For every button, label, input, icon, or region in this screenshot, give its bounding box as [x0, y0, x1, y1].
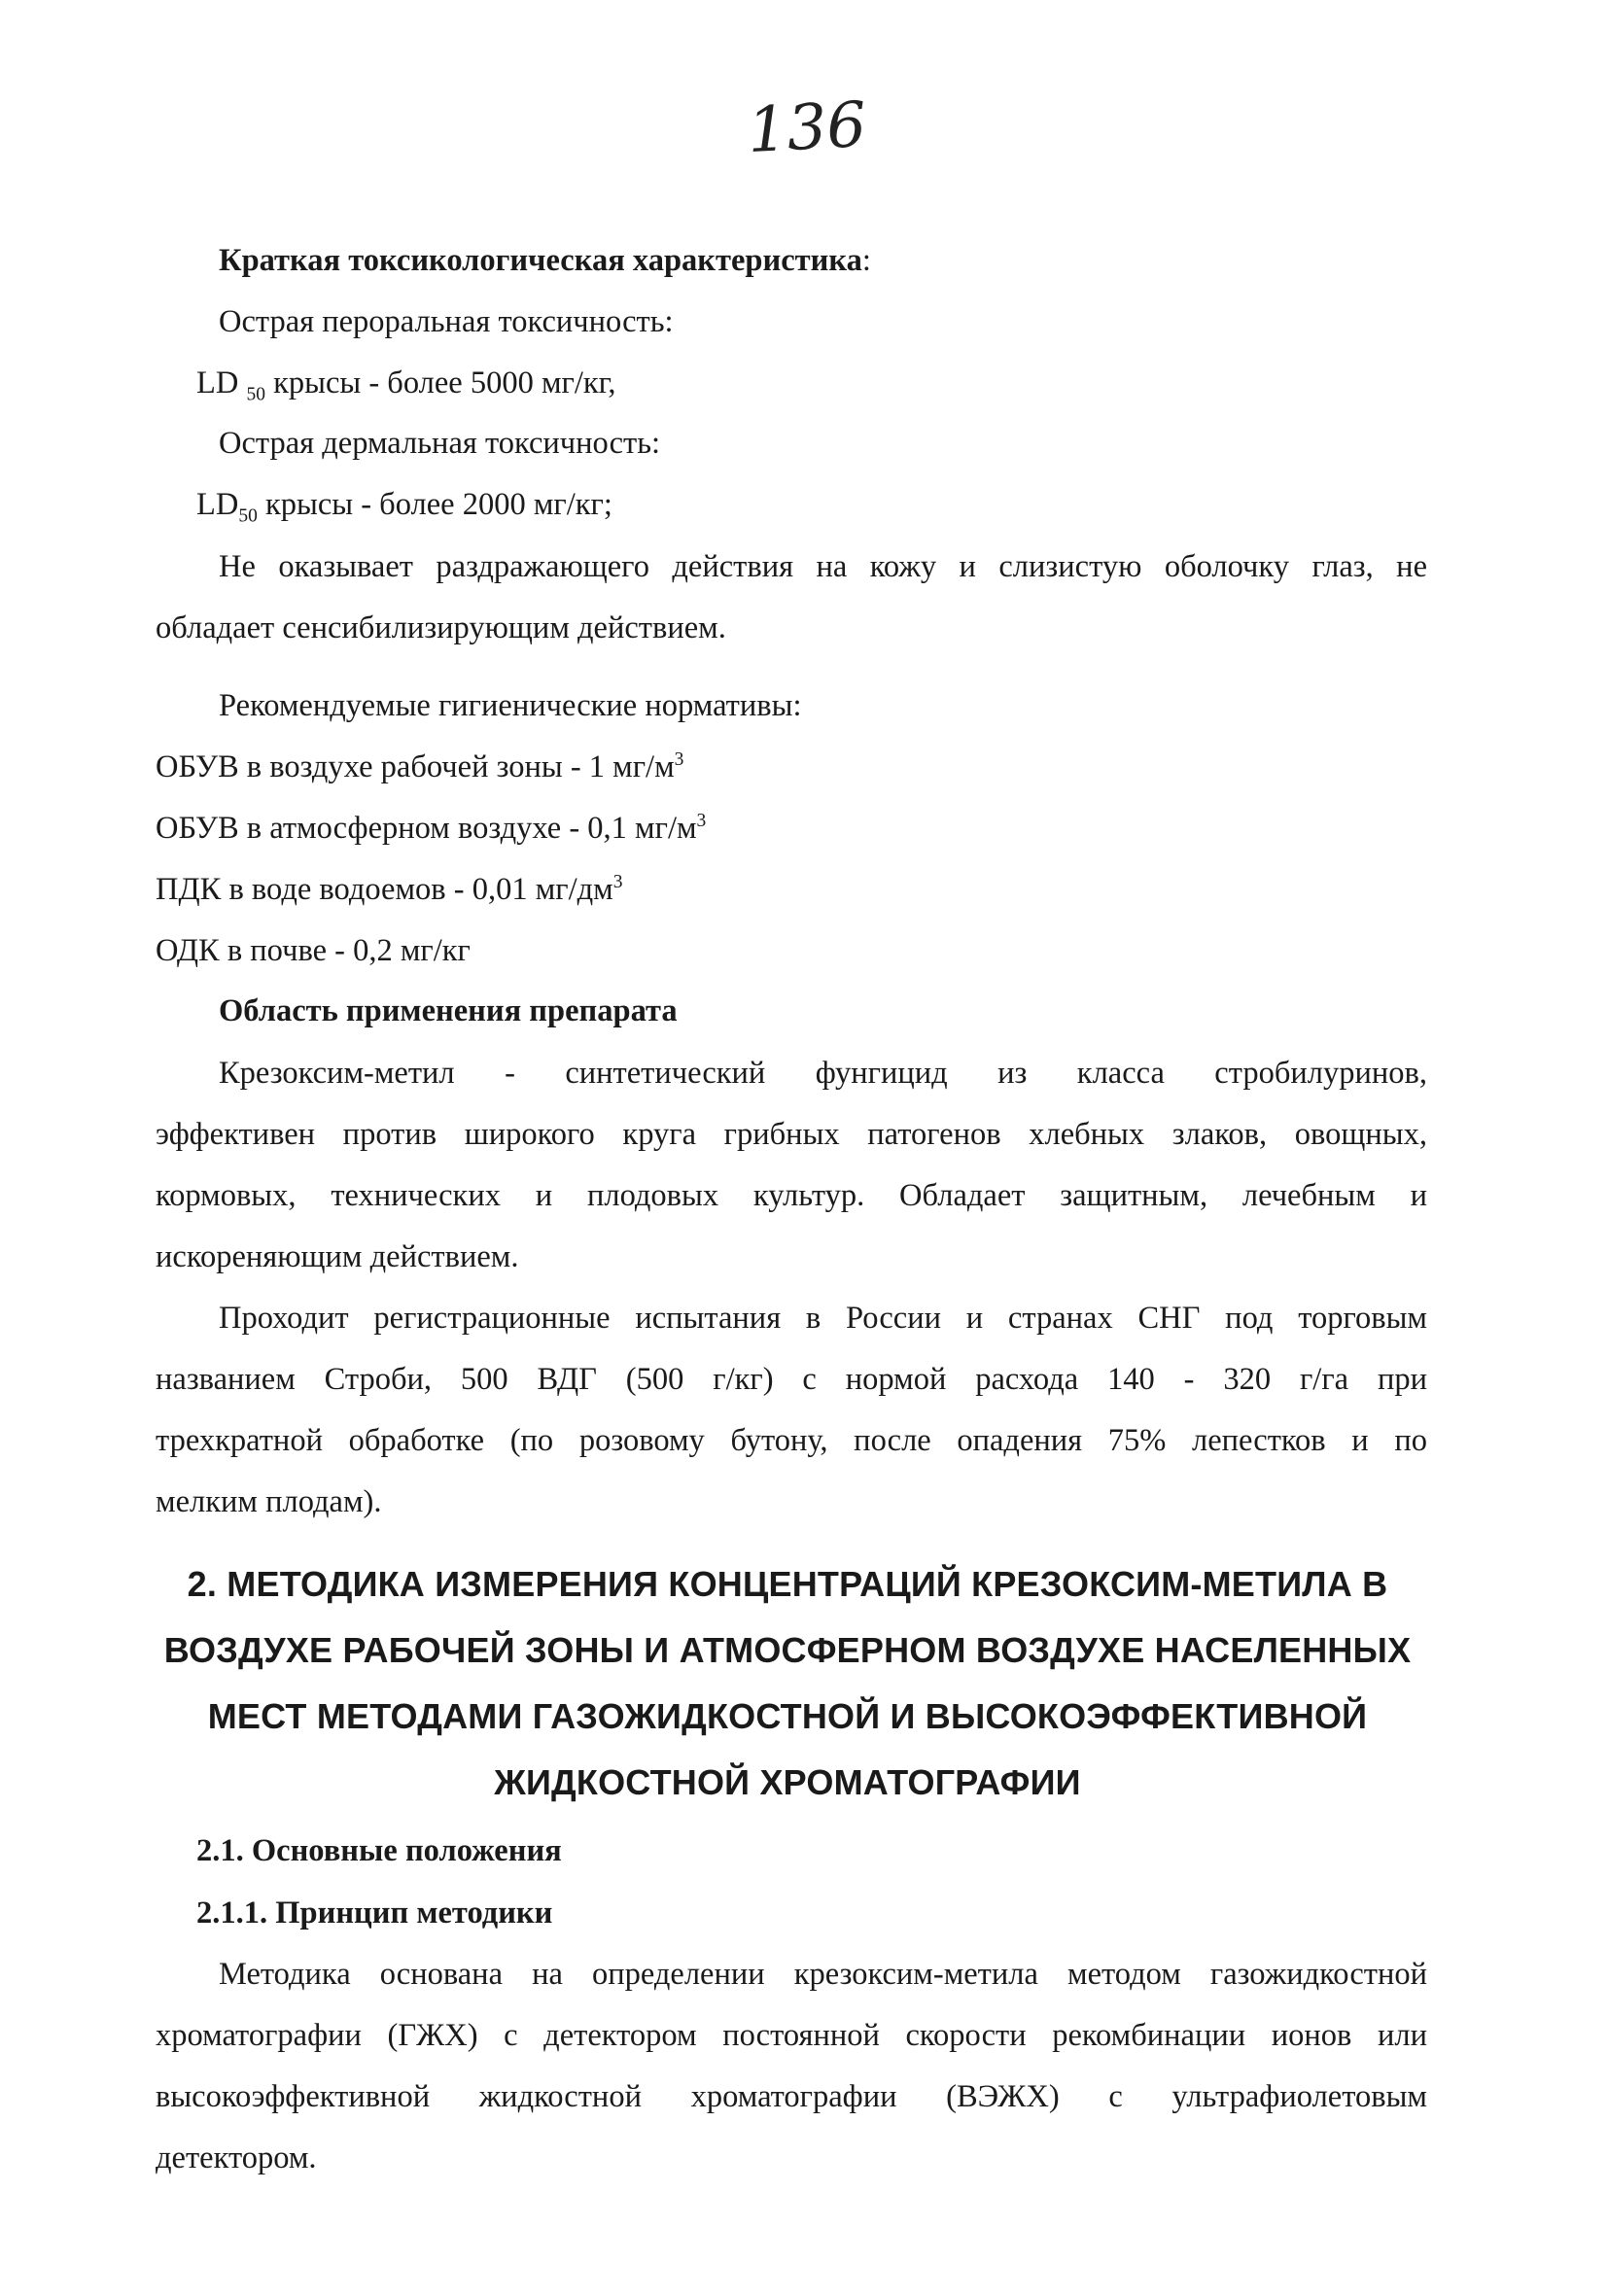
tox-heading-colon: :: [861, 243, 871, 278]
section2-title-line-3: МЕСТ МЕТОДАМИ ГАЗОЖИДКОСТНОЙ И ВЫСОКОЭФФЕКТИВНОЙ: [207, 1696, 1368, 1736]
principle-line-3: высокоэффективной жидкостной хроматографии (ВЭЖХ) с ультрафиолетовым: [156, 2079, 1427, 2114]
norm-pdk-water: [156, 874, 623, 906]
principle-line-1: Методика основана на определении крезоксим-метила методом газожидкостной: [219, 1957, 1427, 1992]
application-p1-line-2: эффективен против широкого круга грибных патогенов хлебных злаков, овощных,: [156, 1117, 1427, 1152]
norms-title: Рекомендуемые гигиенические нормативы:: [219, 688, 802, 723]
norm-obuv-work: [156, 751, 683, 783]
irritation-line-1: Не оказывает раздражающего действия на кожу и слизистую оболочку глаз, не: [219, 549, 1427, 584]
principle-line-2: хроматографии (ГЖХ) с детектором постоянной скорости рекомбинации ионов или: [156, 2018, 1427, 2053]
dermal-ld-prefix: LD: [196, 487, 239, 522]
norm-obuv-atm-sup: 3: [696, 811, 707, 832]
norm-obuv-atm: [156, 813, 706, 845]
norm-pdk-water-sup: 3: [612, 872, 623, 893]
oral-toxicity-title: Острая пероральная токсичность:: [219, 304, 674, 339]
application-p2-line-2: названием Строби, 500 ВДГ (500 г/кг) с нормой расхода 140 - 320 г/га при: [156, 1362, 1427, 1397]
principle-line-4: детектором.: [156, 2140, 317, 2175]
tox-heading-line: [219, 245, 871, 277]
norm-pdk-water-text: ПДК в воде водоемов - 0,01 мг/дм: [156, 872, 613, 907]
application-p1-line-4: искореняющим действием.: [156, 1239, 519, 1274]
application-p2-line-4: мелким плодам).: [156, 1484, 382, 1519]
dermal-ld-sub: 50: [238, 505, 258, 527]
dermal-ld-text: крысы - более 2000 мг/кг;: [257, 487, 612, 522]
subsection-2-1-1: 2.1.1. Принцип методики: [196, 1896, 553, 1931]
norm-obuv-work-sup: 3: [674, 749, 684, 771]
oral-ld-prefix: LD: [196, 365, 247, 400]
section2-title-line-4: ЖИДКОСТНОЙ ХРОМАТОГРАФИИ: [494, 1762, 1081, 1802]
norm-obuv-atm-text: ОБУВ в атмосферном воздухе - 0,1 мг/м: [156, 811, 697, 846]
tox-heading: Краткая токсикологическая характеристика: [219, 243, 862, 278]
irritation-line-2: обладает сенсибилизирующим действием.: [156, 610, 726, 645]
section2-title-line-2: ВОЗДУХЕ РАБОЧЕЙ ЗОНЫ И АТМОСФЕРНОМ ВОЗДУХЕ НАСЕЛЕННЫХ: [163, 1630, 1412, 1670]
dermal-ld50-line: [196, 487, 612, 527]
application-p1-line-1: Крезоксим-метил - синтетический фунгицид из класса стробилуринов,: [219, 1056, 1427, 1091]
dermal-toxicity-title: Острая дермальная токсичность:: [219, 426, 661, 461]
application-heading: Область применения препарата: [219, 993, 678, 1028]
norm-odk-soil: ОДК в почве - 0,2 мг/кг: [156, 933, 471, 968]
oral-ld50-line: [196, 365, 616, 405]
application-p2-line-3: трехкратной обработке (по розовому бутону, после опадения 75% лепестков и по: [156, 1423, 1427, 1458]
oral-ld-text: крысы - более 5000 мг/кг,: [264, 365, 616, 400]
application-p2-line-1: Проходит регистрационные испытания в России и странах СНГ под торговым: [219, 1301, 1427, 1336]
page-number: 136: [746, 88, 868, 168]
oral-ld-sub: 50: [246, 384, 265, 405]
subsection-2-1: 2.1. Основные положения: [196, 1833, 562, 1868]
norm-obuv-work-text: ОБУВ в воздухе рабочей зоны - 1 мг/м: [156, 749, 675, 784]
section2-title-line-1: 2. МЕТОДИКА ИЗМЕРЕНИЯ КОНЦЕНТРАЦИЙ КРЕЗОКСИМ-МЕТИЛА В: [187, 1564, 1388, 1604]
application-p1-line-3: кормовых, технических и плодовых культур. Обладает защитным, лечебным и: [156, 1178, 1427, 1213]
